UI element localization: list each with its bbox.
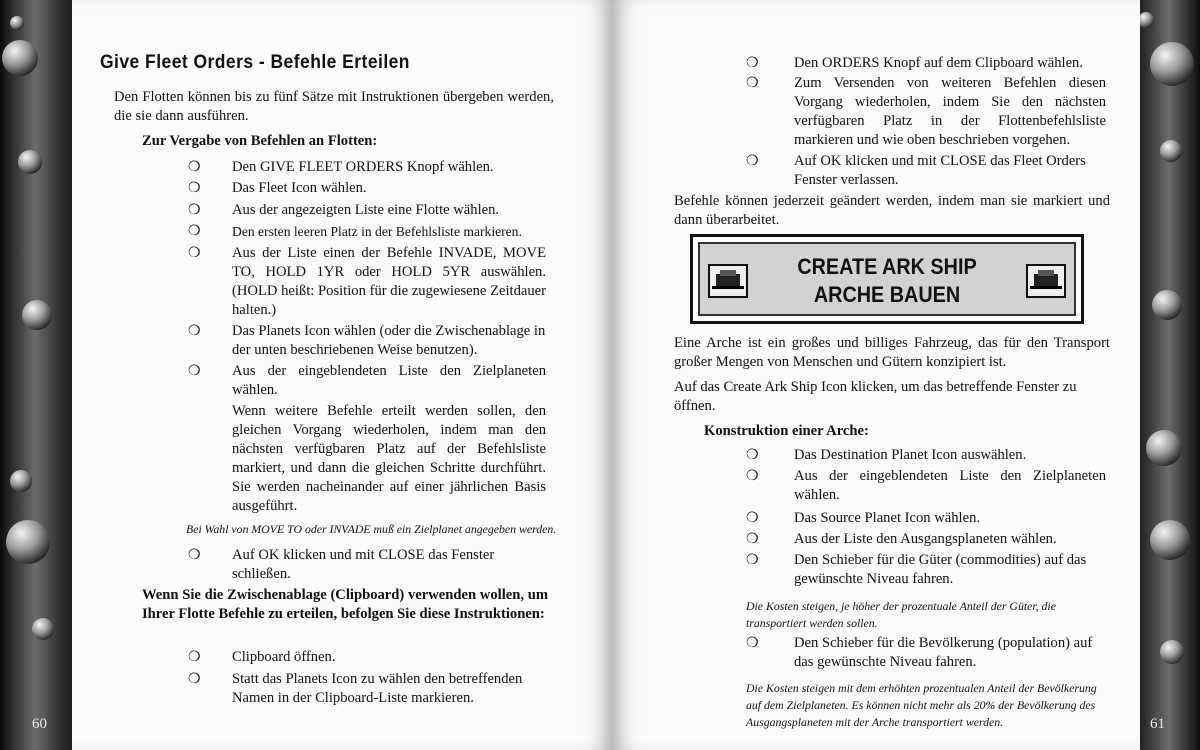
list-item: Den Schieber für die Güter (commodities) auf das gewünschte Niveau fahren. (794, 552, 1087, 587)
bullet-icon: ❍ (188, 324, 201, 339)
list-item: Statt das Planets Icon zu wählen den betreffenden Namen in der Clipboard-Liste markieren. (232, 671, 523, 706)
list-item: Den Schieber für die Bevölkerung (population) auf das gewünschte Niveau fahren. (794, 635, 1093, 670)
bullet-icon: ❍ (188, 181, 201, 196)
bullet-icon: ❍ (746, 56, 759, 71)
continuation-paragraph: Wenn weitere Befehle erteilt werden sollen, den gleichen Vorgang wiederholen, indem man den nächsten verfügbaren Platz auf der Befehlsliste markiert, und dann die gleichen Schritte durchführt. Sie werden nacheinander auf einer jährlichen Basis ausgeführt. (232, 403, 546, 514)
left-page (72, 0, 612, 750)
bullet-icon: ❍ (188, 246, 201, 261)
italic-note: Die Kosten steigen, je höher der prozentuale Anteil der Güter, die transportiert werden sollen. (746, 599, 1056, 630)
list-item: Das Destination Planet Icon auswählen. (794, 447, 1027, 463)
subheading-fleet-orders: Zur Vergabe von Befehlen an Flotten: (142, 133, 378, 149)
bullet-icon: ❍ (188, 548, 201, 563)
list-item: Auf OK klicken und mit CLOSE das Fenster schließen. (232, 547, 495, 582)
list-item: Aus der angezeigten Liste eine Flotte wählen. (232, 202, 500, 218)
decorative-sphere-icon (1150, 520, 1190, 560)
list-item: Das Planets Icon wählen (oder die Zwischenablage in der unten beschriebenen Weise benutzen). (232, 323, 546, 358)
banner-title-english: CREATE ARK SHIP (797, 254, 977, 279)
list-item: Auf OK klicken und mit CLOSE das Fleet Orders Fenster verlassen. (794, 153, 1086, 188)
bullet-icon: ❍ (188, 650, 201, 665)
list-item: Den ersten leeren Platz in der Befehlsliste markieren. (232, 224, 522, 239)
clipboard-intro: Wenn Sie die Zwischenablage (Clipboard) verwenden wollen, um Ihrer Flotte Befehle zu erteilen, befolgen Sie diese Instruktionen: (142, 587, 548, 622)
list-item: Den GIVE FLEET ORDERS Knopf wählen. (232, 159, 494, 175)
bullet-icon: ❍ (188, 364, 201, 379)
decorative-sphere-icon (1146, 430, 1182, 466)
intro-paragraph: Den Flotten können bis zu fünf Sätze mit Instruktionen übergeben werden, die sie dann ausführen. (114, 89, 554, 124)
paragraph: Auf das Create Ark Ship Icon klicken, um das betreffende Fenster zu öffnen. (674, 379, 1077, 414)
decorative-sphere-icon (18, 150, 42, 174)
bullet-icon: ❍ (188, 203, 201, 218)
page-number-right: 61 (1150, 716, 1165, 732)
section-heading: Give Fleet Orders - Befehle Erteilen (100, 52, 410, 73)
decorative-sphere-icon (10, 16, 24, 30)
create-ark-ship-banner (690, 234, 1084, 324)
right-page (612, 0, 1140, 750)
bullet-icon: ❍ (746, 469, 759, 484)
decorative-sphere-icon (1138, 12, 1154, 28)
bullet-icon: ❍ (746, 154, 759, 169)
decorative-sphere-icon (6, 520, 50, 564)
bullet-icon: ❍ (188, 224, 201, 239)
right-page-edge (1130, 0, 1200, 750)
banner-panel (698, 242, 1076, 316)
decorative-sphere-icon (22, 300, 52, 330)
page-number-left: 60 (32, 716, 47, 732)
paragraph: Befehle können jederzeit geändert werden, indem man sie markiert und dann überarbeitet. (674, 193, 1110, 228)
decorative-sphere-icon (1150, 42, 1194, 86)
bullet-icon: ❍ (746, 636, 759, 651)
italic-note: Bei Wahl von MOVE TO oder INVADE muß ein Zielplanet angegeben werden. (186, 522, 557, 536)
list-item: Zum Versenden von weiteren Befehlen diesen Vorgang wiederholen, indem Sie den nächsten verfügbaren Platz in der Flottenbefehlsliste markieren und wie oben beschrieben vorgehen. (794, 75, 1106, 148)
list-item: Das Source Planet Icon wählen. (794, 510, 981, 526)
decorative-sphere-icon (10, 470, 32, 492)
list-item: Den ORDERS Knopf auf dem Clipboard wählen. (794, 55, 1083, 71)
list-item: Aus der Liste den Ausgangsplaneten wählen. (794, 531, 1057, 547)
heading-english: Give Fleet Orders (100, 52, 254, 73)
bullet-icon: ❍ (188, 160, 201, 175)
italic-note: Die Kosten steigen mit dem erhöhten prozentualen Anteil der Bevölkerung auf dem Zielplaneten. Es können nicht mehr als 20% der Bevölkerung des Ausgangsplaneten mit der Arche transportiert werden. (746, 681, 1097, 729)
bullet-icon: ❍ (188, 672, 201, 687)
decorative-sphere-icon (1160, 140, 1182, 162)
decorative-sphere-icon (1160, 640, 1184, 664)
bullet-icon: ❍ (746, 76, 759, 91)
bullet-icon: ❍ (746, 553, 759, 568)
decorative-sphere-icon (1152, 290, 1182, 320)
list-item: Clipboard öffnen. (232, 649, 336, 665)
decorative-sphere-icon (32, 618, 54, 640)
heading-german: Befehle Erteilen (270, 52, 410, 73)
bullet-icon: ❍ (746, 532, 759, 547)
ark-ship-icon (1026, 264, 1066, 298)
list-item: Aus der eingeblendeten Liste den Zielplaneten wählen. (232, 363, 546, 398)
list-item: Das Fleet Icon wählen. (232, 180, 367, 196)
paragraph: Eine Arche ist ein großes und billiges Fahrzeug, das für den Transport großer Mengen von Menschen und Gütern konzipiert ist. (674, 335, 1110, 370)
banner-title-german: ARCHE BAUEN (813, 282, 961, 307)
decorative-sphere-icon (2, 40, 38, 76)
subheading-ark-construction: Konstruktion einer Arche: (704, 423, 869, 439)
bullet-icon: ❍ (746, 448, 759, 463)
list-item: Aus der eingeblendeten Liste den Zielplaneten wählen. (794, 468, 1106, 503)
list-item: Aus der Liste einen der Befehle INVADE, MOVE TO, HOLD 1YR oder HOLD 5YR auswählen. (HOLD heißt: Position für die zugewiesene Zeitdauer halten.) (232, 245, 546, 318)
bullet-icon: ❍ (746, 511, 759, 526)
